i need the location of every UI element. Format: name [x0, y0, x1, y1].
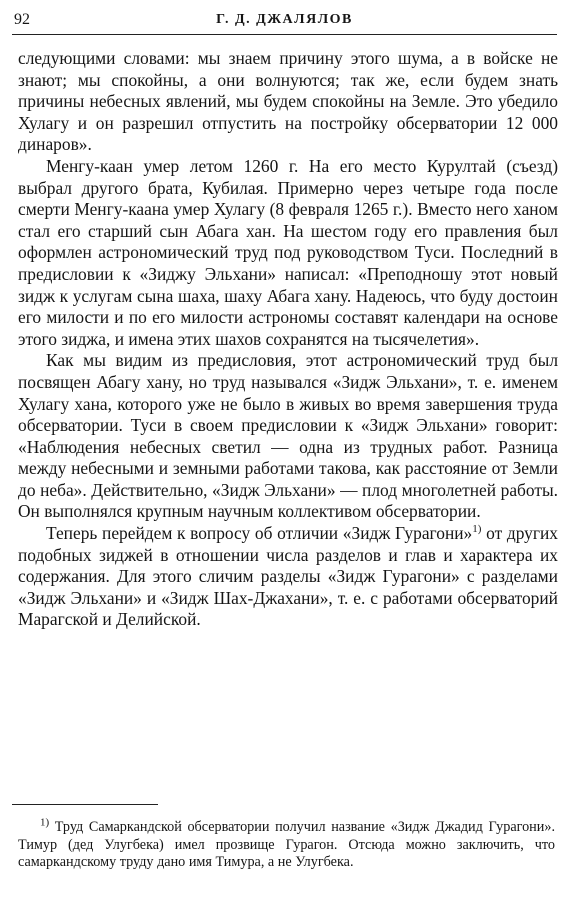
paragraph-3: Как мы видим из предисловия, этот астрономический труд был посвящен Абагу хану, но труд назывался «Зидж Эльхани», т. е. именем Хулагу хана, которого уже не было в живых во время завершения труда обсерватории. Туси в своем предисловии к «Зидж Эльхани» говорит: «Наблюдения небесных светил — одна из трудных работ. Разница между небесными и земными работами такова, как расстояние от Земли до неба». Действительно, «Зидж Эльхани» — плод многолетней работы. Он выполнялся крупным научным коллективом обсерватории.	[18, 350, 558, 522]
paragraph-1: следующими словами: мы знаем причину этого шума, а в войске не знают; мы спокойны, а они волнуются; так же, если будем знать причины небесных явлений, мы будем спокойны на Земле. Это убедило Хулагу и он разрешил отпустить на постройку обсерватории 12 000 динаров».	[18, 48, 558, 155]
main-text	[18, 48, 558, 631]
footnote-reference: 1)	[472, 523, 482, 536]
footnote-text: Труд Самаркандской обсерватории получил название «Зидж Джадид Гурагони». Тимур (дед Улугбека) имел прозвище Гурагон. Отсюда можно заключить, что самаркандскому труду дано имя Тимура, а не Улугбека.	[18, 819, 555, 870]
footnote	[18, 816, 555, 872]
paragraph-4-text-b: от других подобных зиджей в отношении числа разделов и глав и характера их содержания. Для этого сличим разделы «Зидж Гурагони» с разделами «Зидж Эльхани» и «Зидж Шах-Джахани», т. е. с работами обсерваторий Марагской и Делийской.	[18, 523, 558, 630]
footnote-divider	[12, 804, 158, 805]
footnote-mark: 1)	[40, 816, 50, 829]
running-head	[12, 10, 557, 35]
paragraph-2: Менгу-каан умер летом 1260 г. На его место Курултай (съезд) выбрал другого брата, Кубилая. Примерно через четыре года после смерти Менгу-каана умер Хулагу (8 февраля 1265 г.). Вместо него ханом стал его старший сын Абага хан. На шестом году его правления был оформлен астрономический труд под руководством Туси. Последний в предисловии к «Зиджу Эльхани» написал: «Преподношу этот новый зидж к услугам сына шаха, шаху Абага хану. Надеюсь, что буду достоин его милости и по его милости астрономы составят календари на основе этого зиджа, и имена этих шахов сохранятся на тысячелетия».	[18, 155, 558, 349]
page-number: 92	[14, 11, 30, 28]
paragraph-4-text-a: Теперь перейдем к вопросу об отличии «Зидж Гурагони»	[46, 523, 473, 544]
author-header: Г. Д. ДЖАЛЯЛОВ	[216, 12, 353, 27]
paragraph-4	[18, 523, 558, 631]
